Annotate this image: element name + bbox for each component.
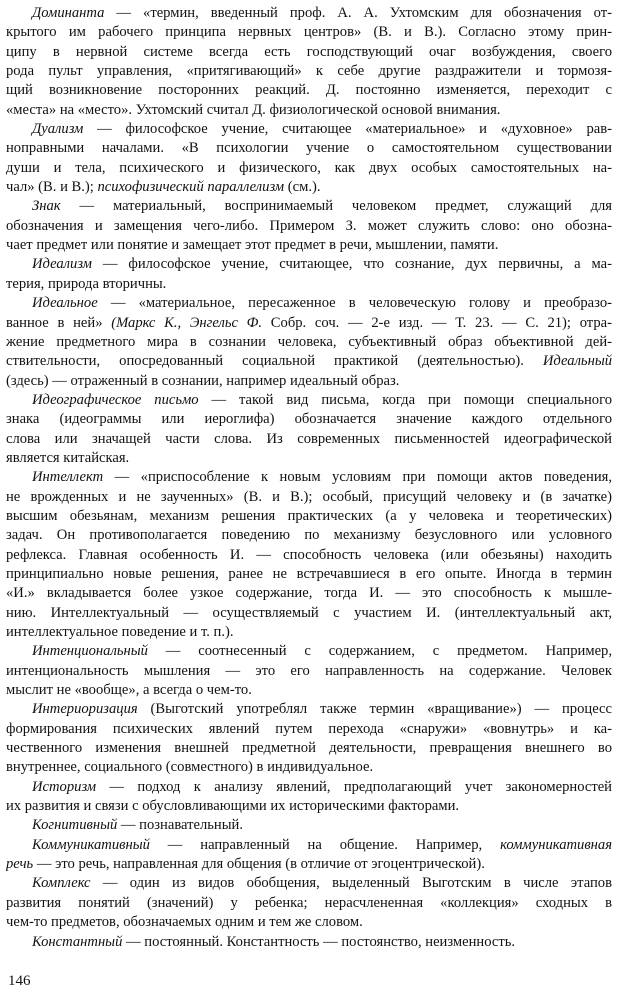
entry-line	[6, 565, 612, 584]
entry-first-line	[6, 468, 612, 487]
text-run: — познавательный.	[117, 817, 243, 834]
glossary-entry	[6, 120, 612, 197]
text-run: интенциональность мышления — это его направленность на содержание. Человек	[6, 662, 612, 679]
text-run: ствительности, опосредованный социальной практикой (деятельностью).	[6, 353, 543, 370]
term-italic: коммуникативная	[500, 836, 612, 853]
entry-first-line	[6, 255, 612, 274]
entry-line	[6, 159, 612, 178]
text-run: — соотнесенный с содержанием, с предметом. Например,	[147, 643, 612, 660]
entry-first-line	[6, 197, 612, 216]
text-run: (см.).	[284, 179, 321, 196]
entry-line	[6, 584, 612, 603]
term-italic: Интеллект	[32, 469, 104, 486]
entry-first-line	[6, 836, 612, 855]
text-run: обозначения и замещения чего-либо. Примером З. может служить слово: оно обозна-	[6, 217, 612, 234]
entry-first-line	[6, 391, 612, 410]
entry-line	[6, 352, 612, 371]
entry-line	[6, 139, 612, 158]
entry-first-line	[6, 778, 612, 797]
text-run: чал» (В. и В.);	[6, 179, 98, 196]
page-number: 146	[8, 973, 31, 989]
text-run: «И.» вкладывается более узкое содержание, тогда И. — это способность к мышле-	[6, 585, 612, 602]
glossary-entry	[6, 294, 612, 391]
entry-line	[6, 662, 612, 681]
text-run: ванное в ней»	[6, 314, 112, 331]
term-italic: Комплекс	[32, 875, 91, 892]
text-run: чем-то предметов, обозначаемых одним и тем же словом.	[6, 914, 363, 931]
glossary-entry	[6, 468, 612, 642]
text-run: — «термин, введенный проф. А. А. Ухтомским для обозначения от-	[104, 5, 612, 21]
entry-line	[6, 449, 612, 468]
entry-line	[6, 681, 612, 700]
text-run: «места» на «место». Ухтомский считал Д. физиологической основой внимания.	[6, 101, 501, 118]
entry-line	[6, 720, 612, 739]
term-italic: речь	[6, 856, 34, 873]
text-run: принципиально новые решения, ранее не встречавшиеся в его опыте. Иногда в термин	[6, 565, 612, 582]
entry-first-line	[6, 120, 612, 139]
entry-line	[6, 178, 612, 197]
entry-line	[6, 23, 612, 42]
entry-line	[6, 333, 612, 352]
text-run: терия, природа вторичны.	[6, 275, 167, 292]
text-run: души и тела, психического и физического, как двух особых самостоятельных на-	[6, 159, 612, 176]
term-italic: Дуализм	[32, 121, 84, 138]
term-italic: психофизический параллелизм	[97, 179, 285, 196]
glossary-entry	[6, 778, 612, 817]
text-run: — материальный, воспринимаемый человеком предмет, служащий для	[60, 198, 612, 215]
text-run: — философское учение, считающее «материальное» и «духовное» рав-	[83, 121, 612, 138]
text-run: (здесь) — отраженный в сознании, например идеальный образ.	[6, 372, 400, 389]
entry-first-line	[6, 4, 612, 23]
term-italic: Знак	[32, 198, 61, 215]
text-run: чественного изменения внешней предметной деятельности, превращения внешнего во	[6, 740, 612, 757]
text-run: — такой вид письма, когда при помощи специального	[198, 391, 612, 408]
glossary-entry	[6, 700, 612, 777]
term-italic: Идеализм	[32, 256, 92, 273]
text-run: нию. Интеллектуальный — осуществляемый с участием И. (интеллектуальный акт,	[6, 604, 612, 621]
entry-line	[6, 217, 612, 236]
text-run: рефлекса. Главная особенность И. — способность человека (или обезьяны) находить	[6, 546, 612, 563]
entry-first-line	[6, 700, 612, 719]
entry-line	[6, 507, 612, 526]
text-run: — направленный на общение. Например,	[149, 836, 501, 853]
glossary-text	[6, 4, 612, 952]
text-run: их развития и связи с обусловливающими их историческими факторами.	[6, 798, 460, 815]
text-run: щий возникновение посторонних реакций. Д. постоянно изменяется, переходит с	[6, 82, 612, 99]
glossary-entry	[6, 197, 612, 255]
entry-first-line	[6, 294, 612, 313]
text-run: — подход к анализу явлений, предполагающий учет закономерностей	[96, 778, 612, 795]
entry-line	[6, 275, 612, 294]
text-run: — постоянный. Константность — постоянство, неизменность.	[122, 933, 516, 950]
text-run: ципу в нервной системе всегда есть господствующий очаг возбуждения, своего	[6, 43, 612, 60]
text-run: слова или значащей части слова. Из современных письменностей идеографической	[6, 430, 612, 447]
term-italic: Доминанта	[32, 5, 105, 21]
term-italic: Идеальный	[542, 353, 612, 370]
entry-first-line	[6, 933, 612, 952]
entry-line	[6, 913, 612, 932]
entry-line	[6, 410, 612, 429]
text-run: (Выготский употреблял также термин «вращивание») — процесс	[137, 701, 612, 718]
glossary-entry	[6, 933, 612, 952]
entry-line	[6, 739, 612, 758]
entry-line	[6, 236, 612, 255]
entry-line	[6, 81, 612, 100]
text-run: жение предметного мира в сознании человека, субъективный образ объективной дей-	[6, 333, 612, 350]
entry-line	[6, 604, 612, 623]
text-run: чает предмет или понятие и замещает этот предмет в речи, мышлении, памяти.	[6, 237, 499, 254]
entry-line	[6, 372, 612, 391]
term-italic: Коммуникативный	[32, 836, 150, 853]
text-run: высшим обезьянам, механизм решения практических (а у человека и теоретических)	[6, 507, 612, 524]
term-italic: Интенциональный	[32, 643, 148, 660]
glossary-entry	[6, 391, 612, 468]
entry-first-line	[6, 642, 612, 661]
text-run: крытого им рабочего принципа нервных центров» (В. и В.). Согласно этому прин-	[6, 24, 612, 41]
entry-line	[6, 430, 612, 449]
text-run: формирования психических явлений путем перехода «снаружи» «вовнутрь» и ка-	[6, 720, 612, 737]
term-italic: Историзм	[32, 778, 97, 795]
text-run: является китайская.	[6, 449, 130, 466]
entry-line	[6, 526, 612, 545]
entry-line	[6, 43, 612, 62]
text-run: — «материальное, пересаженное в человеческую голову и преобразо-	[97, 295, 612, 312]
glossary-entry	[6, 642, 612, 700]
text-run: мыслит не «вообще», а всегда о чем-то.	[6, 682, 252, 699]
text-run: ноправными началами. «В психологии учение о самостоятельном существовании	[6, 140, 612, 157]
glossary-entry	[6, 874, 612, 932]
term-italic: Интериоризация	[32, 701, 138, 718]
text-run: Собр. соч. — 2-е изд. — Т. 23. — С. 21); отра-	[262, 314, 612, 331]
term-italic: Идеографическое письмо	[32, 391, 199, 408]
glossary-entry	[6, 4, 612, 120]
term-italic: (Маркс К., Энгельс Ф.	[111, 314, 263, 331]
text-run: — это речь, направленная для общения (в отличие от эгоцентрической).	[33, 856, 485, 873]
entry-first-line	[6, 816, 612, 835]
entry-line	[6, 623, 612, 642]
entry-line	[6, 797, 612, 816]
text-run: знака (идеограммы или иероглифа) обозначается значение каждого отдельного	[6, 411, 612, 428]
text-run: задач. Он противополагается поведению по механизму безусловного или условного	[6, 527, 612, 544]
glossary-entry	[6, 816, 612, 835]
text-run: не врожденных и не заученных» (В. и В.); особый, присущий человеку и (в зачатке)	[6, 488, 612, 505]
entry-line	[6, 855, 612, 874]
text-run: — «приспособление к новым условиям при помощи актов поведения,	[103, 469, 612, 486]
entry-first-line	[6, 874, 612, 893]
text-run: развития понятий (значений) у ребенка; нерасчлененная «коллекция» сходных в	[6, 894, 612, 911]
entry-line	[6, 758, 612, 777]
entry-line	[6, 101, 612, 120]
term-italic: Идеальное	[32, 295, 98, 312]
glossary-entry	[6, 836, 612, 875]
term-italic: Константный	[32, 933, 123, 950]
glossary-entry	[6, 255, 612, 294]
text-run: интеллектуальное поведение и т. п.).	[6, 624, 234, 640]
text-run: — философское учение, считающее, что сознание, дух первичны, а ма-	[92, 256, 612, 273]
entry-line	[6, 62, 612, 81]
entry-line	[6, 314, 612, 333]
entry-line	[6, 894, 612, 913]
entry-line	[6, 546, 612, 565]
text-run: внутреннее, социального (совместного) в индивидуальное.	[6, 759, 374, 776]
text-run: — один из видов обобщения, выделенный Выготским в числе этапов	[90, 875, 612, 892]
term-italic: Когнитивный	[32, 817, 118, 834]
entry-line	[6, 488, 612, 507]
text-run: рода пульт управления, «притягивающий» к себе другие раздражители и тормозя-	[6, 63, 612, 80]
